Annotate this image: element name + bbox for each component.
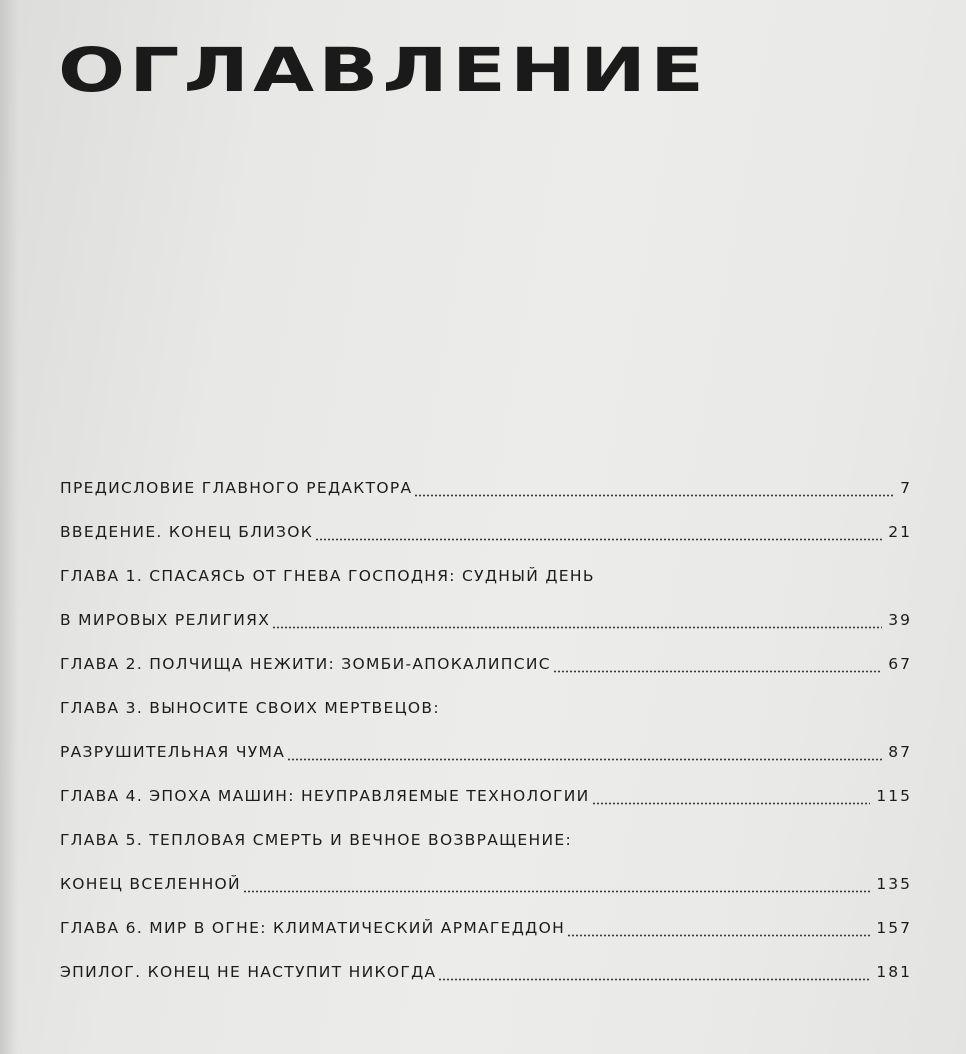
dot-leader bbox=[567, 934, 870, 937]
toc-entry bbox=[60, 906, 912, 950]
toc-line bbox=[60, 686, 912, 730]
toc-line bbox=[60, 730, 912, 774]
toc-entry-title: ГЛАВА 2. ПОЛЧИЩА НЕЖИТИ: ЗОМБИ-АПОКАЛИПСИС bbox=[60, 655, 551, 673]
toc-line bbox=[60, 818, 912, 862]
toc-entry-title: ГЛАВА 4. ЭПОХА МАШИН: НЕУПРАВЛЯЕМЫЕ ТЕХНОЛОГИИ bbox=[60, 787, 590, 805]
toc-line bbox=[60, 950, 912, 994]
dot-leader bbox=[272, 626, 882, 629]
toc-page-number: 7 bbox=[900, 479, 912, 497]
toc-page-number: 135 bbox=[876, 875, 912, 893]
toc-entry-title: ПРЕДИСЛОВИЕ ГЛАВНОГО РЕДАКТОРА bbox=[60, 479, 413, 497]
toc-page-number: 21 bbox=[888, 523, 912, 541]
dot-leader bbox=[243, 890, 870, 893]
toc-entry-title: РАЗРУШИТЕЛЬНАЯ ЧУМА bbox=[60, 743, 286, 761]
toc-line bbox=[60, 642, 912, 686]
table-of-contents bbox=[60, 466, 912, 994]
dot-leader bbox=[553, 670, 882, 673]
toc-entry bbox=[60, 950, 912, 994]
toc-entry bbox=[60, 818, 912, 906]
toc-entry-title: КОНЕЦ ВСЕЛЕННОЙ bbox=[60, 875, 241, 893]
dot-leader bbox=[414, 494, 894, 497]
toc-line bbox=[60, 862, 912, 906]
toc-entry bbox=[60, 554, 912, 642]
toc-line bbox=[60, 906, 912, 950]
toc-line bbox=[60, 554, 912, 598]
toc-page-number: 181 bbox=[876, 963, 912, 981]
toc-entry-title: В МИРОВЫХ РЕЛИГИЯХ bbox=[60, 611, 271, 629]
toc-entry-title: ВВЕДЕНИЕ. КОНЕЦ БЛИЗОК bbox=[60, 523, 314, 541]
toc-line bbox=[60, 774, 912, 818]
toc-line bbox=[60, 466, 912, 510]
toc-entry-title: ГЛАВА 3. ВЫНОСИТЕ СВОИХ МЕРТВЕЦОВ: bbox=[60, 699, 440, 717]
toc-page-number: 157 bbox=[876, 919, 912, 937]
toc-line bbox=[60, 598, 912, 642]
toc-page-number: 87 bbox=[888, 743, 912, 761]
toc-page-number: 115 bbox=[876, 787, 912, 805]
dot-leader bbox=[287, 758, 882, 761]
toc-entry-title: ГЛАВА 5. ТЕПЛОВАЯ СМЕРТЬ И ВЕЧНОЕ ВОЗВРАЩЕНИЕ: bbox=[60, 831, 572, 849]
toc-entry-title: ЭПИЛОГ. КОНЕЦ НЕ НАСТУПИТ НИКОГДА bbox=[60, 963, 437, 981]
dot-leader bbox=[592, 802, 871, 805]
toc-entry-title: ГЛАВА 1. СПАСАЯСЬ ОТ ГНЕВА ГОСПОДНЯ: СУДНЫЙ ДЕНЬ bbox=[60, 567, 595, 585]
page-title: ОГЛАВЛЕНИЕ bbox=[58, 34, 709, 106]
toc-entry bbox=[60, 466, 912, 510]
toc-entry bbox=[60, 642, 912, 686]
toc-entry bbox=[60, 686, 912, 774]
toc-page-number: 39 bbox=[888, 611, 912, 629]
page-edge-shadow bbox=[0, 0, 18, 1054]
toc-page-number: 67 bbox=[888, 655, 912, 673]
toc-line bbox=[60, 510, 912, 554]
toc-entry bbox=[60, 510, 912, 554]
toc-entry-title: ГЛАВА 6. МИР В ОГНЕ: КЛИМАТИЧЕСКИЙ АРМАГЕДДОН bbox=[60, 919, 566, 937]
toc-entry bbox=[60, 774, 912, 818]
dot-leader bbox=[438, 978, 870, 981]
dot-leader bbox=[315, 538, 882, 541]
